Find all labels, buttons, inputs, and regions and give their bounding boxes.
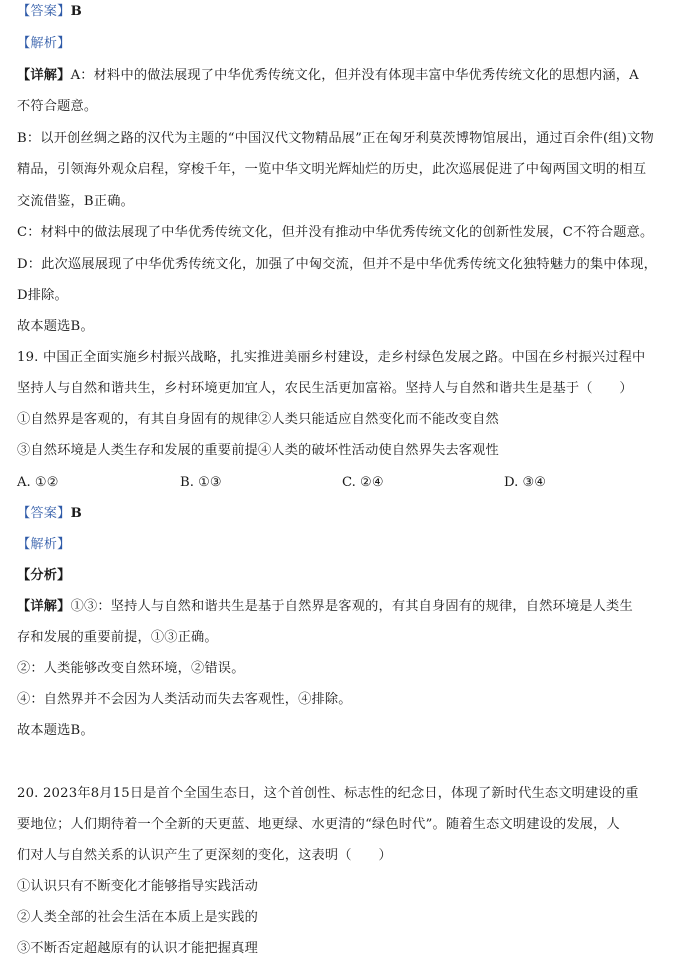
q19-option-a: A. ①② bbox=[17, 475, 59, 490]
detail-line-3: B：以开创丝绸之路的汉代为主题的“中国汉代文物精品展”正在匈牙利莫茨博物馆展出，通过百余件(组)文物 bbox=[17, 131, 654, 146]
q19-statement-2: ③自然环境是人类生存和发展的重要前提④人类的破坏性活动使自然界失去客观性 bbox=[17, 443, 499, 458]
detail-line-7: D：此次巡展展现了中华优秀传统文化，加强了中匈交流，但并不是中华优秀传统文化独特魅力的集中体现， bbox=[17, 257, 657, 272]
conclusion-line: 故本题选B。 bbox=[17, 319, 94, 334]
q20-stem-2: 要地位；人们期待着一个全新的天更蓝、地更绿、水更清的“绿色时代”。随着生态文明建设的发展，人 bbox=[17, 817, 620, 832]
detail-line-8: D排除。 bbox=[17, 288, 68, 303]
detail-line-6: C：材料中的做法展现了中华优秀传统文化，但并没有推动中华优秀传统文化的创新性发展，C不符合题意。 bbox=[17, 225, 654, 240]
q19-answer-value: B bbox=[70, 506, 82, 521]
q19-detail-2: 存和发展的重要前提，①③正确。 bbox=[17, 630, 218, 645]
answer-value: B bbox=[70, 4, 82, 19]
answer-line bbox=[17, 3, 82, 21]
q19-fenxi-tag: 【分析】 bbox=[17, 568, 71, 583]
q19-detail-1 bbox=[17, 598, 633, 616]
q19-analysis-line bbox=[17, 536, 71, 554]
analysis-line bbox=[17, 35, 71, 53]
q19-analysis-tag: 【解析】 bbox=[17, 537, 71, 552]
detail-line-1 bbox=[17, 67, 639, 85]
q19-conclusion: 故本题选B。 bbox=[17, 723, 94, 738]
answer-tag: 【答案】 bbox=[17, 4, 71, 19]
q19-stem-2: 坚持人与自然和谐共生，乡村环境更加宜人，农民生活更加富裕。坚持人与自然和谐共生是基于（ ） bbox=[17, 381, 633, 396]
q19-option-d: D. ③④ bbox=[504, 475, 547, 490]
q19-detail-3: ②：人类能够改变自然环境，②错误。 bbox=[17, 661, 245, 676]
detail-line-2: 不符合题意。 bbox=[17, 99, 98, 114]
q20-stem-3: 们对人与自然关系的认识产生了更深刻的变化，这表明（ ） bbox=[17, 848, 392, 863]
q19-detail-4: ④：自然界并不会因为人类活动而失去客观性，④排除。 bbox=[17, 692, 352, 707]
q20-statement-3: ③不断否定超越原有的认识才能把握真理 bbox=[17, 941, 258, 956]
q19-stem-1: 19. 中国正全面实施乡村振兴战略，扎实推进美丽乡村建设，走乡村绿色发展之路。中国在乡村振兴过程中 bbox=[17, 350, 646, 365]
q19-answer-line bbox=[17, 505, 82, 523]
q19-answer-tag: 【答案】 bbox=[17, 506, 71, 521]
detail-line-5: 交流借鉴，B正确。 bbox=[17, 194, 134, 209]
q19-detail-text: ①③：坚持人与自然和谐共生是基于自然界是客观的，有其自身固有的规律，自然环境是人类生 bbox=[70, 599, 633, 614]
detail-line-4: 精品，引领海外观众启程，穿梭千年，一览中华文明光辉灿烂的历史，此次巡展促进了中匈两国文明的相互 bbox=[17, 162, 647, 177]
q19-statement-1: ①自然界是客观的，有其自身固有的规律②人类只能适应自然变化而不能改变自然 bbox=[17, 412, 499, 427]
q19-option-b: B. ①③ bbox=[180, 475, 222, 490]
q19-detail-tag: 【详解】 bbox=[17, 599, 71, 614]
q20-statement-2: ②人类全部的社会生活在本质上是实践的 bbox=[17, 910, 258, 925]
q20-statement-1: ①认识只有不断变化才能够指导实践活动 bbox=[17, 879, 258, 894]
detail-text: A：材料中的做法展现了中华优秀传统文化，但并没有体现丰富中华优秀传统文化的思想内涵，A bbox=[70, 68, 639, 83]
q20-stem-1: 20. 2023年8月15日是首个全国生态日，这个首创性、标志性的纪念日，体现了新时代生态文明建设的重 bbox=[17, 786, 639, 801]
detail-tag: 【详解】 bbox=[17, 68, 71, 83]
q19-option-c: C. ②④ bbox=[342, 475, 384, 490]
q19-fenxi-line bbox=[17, 567, 71, 585]
analysis-tag: 【解析】 bbox=[17, 36, 71, 51]
